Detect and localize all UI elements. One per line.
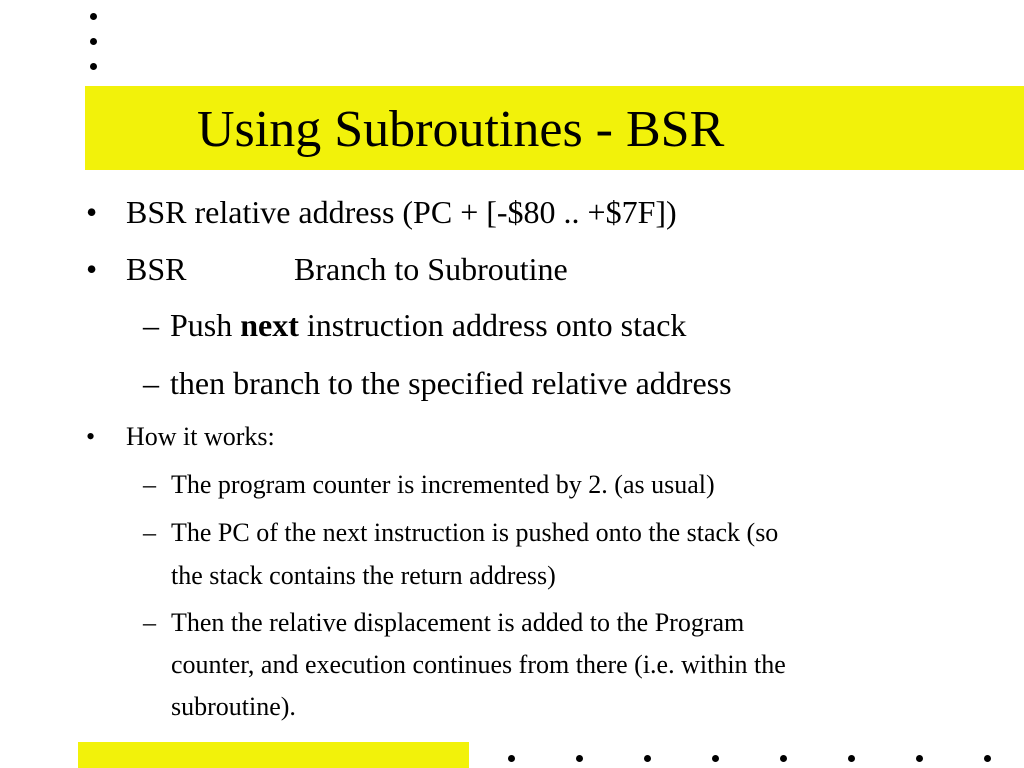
decor-dot bbox=[984, 755, 991, 762]
bullet-text: Branch to Subroutine bbox=[294, 251, 568, 287]
decor-dot bbox=[916, 755, 923, 762]
sub-bullet-line-2: the stack contains the return address) bbox=[171, 561, 556, 590]
sub-bullet-line-1: Then the relative displacement is added to the Program bbox=[171, 608, 745, 637]
footer-highlight-bar bbox=[78, 742, 469, 768]
decor-dot bbox=[508, 755, 515, 762]
text-prefix: Push bbox=[170, 307, 241, 343]
bold-word-next: next bbox=[240, 307, 299, 343]
dash-marker: – bbox=[143, 608, 156, 637]
decor-dot bbox=[848, 755, 855, 762]
slide-title: Using Subroutines - BSR bbox=[197, 101, 725, 158]
decor-dot bbox=[780, 755, 787, 762]
bullet-text: BSR relative address (PC + [-$80 .. +$7F]) bbox=[126, 194, 677, 230]
decor-dot bbox=[712, 755, 719, 762]
decor-dot bbox=[644, 755, 651, 762]
dash-marker: – bbox=[143, 365, 159, 401]
dash-marker: – bbox=[143, 518, 156, 547]
bullet-marker: • bbox=[86, 251, 98, 287]
dash-marker: – bbox=[143, 470, 156, 499]
decor-dot bbox=[576, 755, 583, 762]
decor-dot bbox=[90, 13, 97, 20]
sub-bullet-text bbox=[170, 306, 686, 344]
sub-bullet-text: The program counter is incremented by 2. (as usual) bbox=[171, 470, 715, 499]
bullet-marker: • bbox=[86, 422, 96, 451]
decor-dot bbox=[90, 38, 97, 45]
bullet-text: How it works: bbox=[126, 422, 275, 451]
text-suffix: instruction address onto stack bbox=[298, 307, 687, 343]
bullet-marker: • bbox=[86, 194, 98, 230]
sub-bullet-line-1: The PC of the next instruction is pushed onto the stack (so bbox=[171, 518, 779, 547]
sub-bullet-line-2: counter, and execution continues from there (i.e. within the bbox=[171, 650, 786, 679]
sub-bullet-line-3: subroutine). bbox=[171, 692, 296, 721]
bullet-term: BSR bbox=[126, 251, 187, 287]
dash-marker: – bbox=[143, 307, 159, 343]
sub-bullet-text: then branch to the specified relative address bbox=[170, 365, 732, 401]
decor-dot bbox=[90, 63, 97, 70]
